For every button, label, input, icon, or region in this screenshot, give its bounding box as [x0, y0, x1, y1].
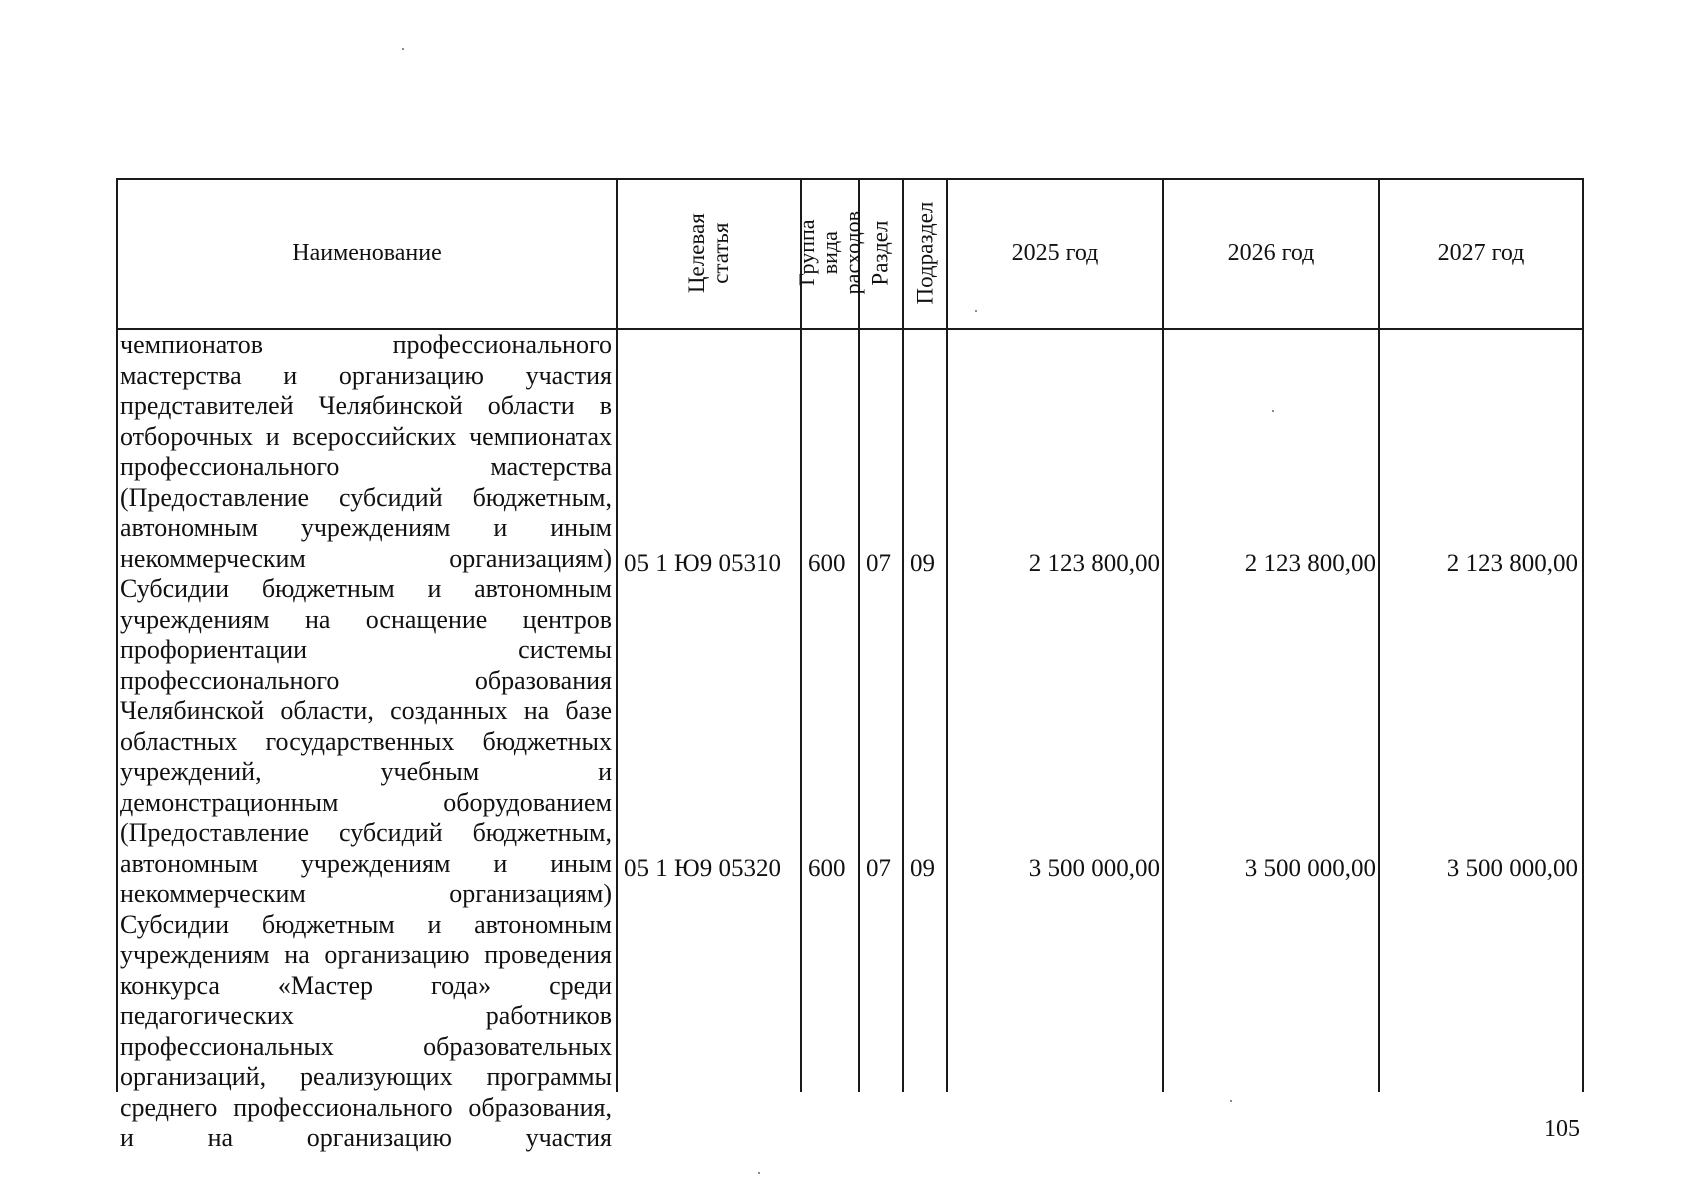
row-target-article: 05 1 Ю9 05310	[624, 550, 781, 577]
header-expense-group: Группа вида расходов	[794, 211, 866, 295]
row-section: 07	[866, 550, 891, 577]
row-target-article: 05 1 Ю9 05320	[624, 855, 781, 882]
header-subsection: Подраздел	[911, 201, 937, 305]
scan-speck	[758, 1172, 760, 1174]
table-border-right	[1582, 178, 1584, 1092]
row-name: Субсидии бюджетным и автономным учреждениям на организацию проведения конкурса «Мастер года» среди педагогических работников профессиональных образовательных организаций, реализующих программы среднего профессионального образования, и на организацию участия	[120, 909, 612, 1152]
row-name: чемпионатов профессионального мастерства и организацию участия представителей Челябинской области в отборочных и всероссийских чемпионатах профессионального мастерства (Предоставление субсидий бюджетным, автономным учреждениям и иным некоммерческим организациям)	[120, 330, 612, 573]
row-subsection: 09	[910, 550, 935, 577]
row-value-2026: 2 123 800,00	[1244, 550, 1376, 577]
row-expense-group: 600	[808, 550, 846, 577]
scan-speck	[975, 310, 977, 312]
row-expense-group: 600	[808, 855, 846, 882]
header-2025: 2025 год	[1011, 239, 1099, 266]
row-value-2027: 3 500 000,00	[1446, 855, 1578, 882]
row-value-2025: 3 500 000,00	[1028, 855, 1160, 882]
page-number: 105	[1544, 1116, 1580, 1142]
header-target-article: Целевая статья	[683, 213, 733, 293]
header-section: Раздел	[867, 220, 893, 286]
row-value-2025: 2 123 800,00	[1028, 550, 1160, 577]
row-value-2026: 3 500 000,00	[1244, 855, 1376, 882]
row-value-2027: 2 123 800,00	[1446, 550, 1578, 577]
header-name: Наименование	[292, 239, 442, 266]
row-name: Субсидии бюджетным и автономным учреждениям на оснащение центров профориентации системы профессионального образования Челябинской области, созданных на базе областных государственных бюджетных учреждений, учебным и демонстрационным оборудованием (Предоставление субсидий бюджетным, автономным учреждениям и иным некоммерческим организациям)	[120, 574, 612, 908]
header-2026: 2026 год	[1227, 239, 1315, 266]
scan-speck	[1272, 410, 1274, 412]
scan-speck	[1230, 1100, 1232, 1102]
scan-speck	[402, 48, 404, 50]
header-2027: 2027 год	[1437, 239, 1525, 266]
row-subsection: 09	[910, 855, 935, 882]
name-column	[116, 330, 616, 1154]
row-section: 07	[866, 855, 891, 882]
